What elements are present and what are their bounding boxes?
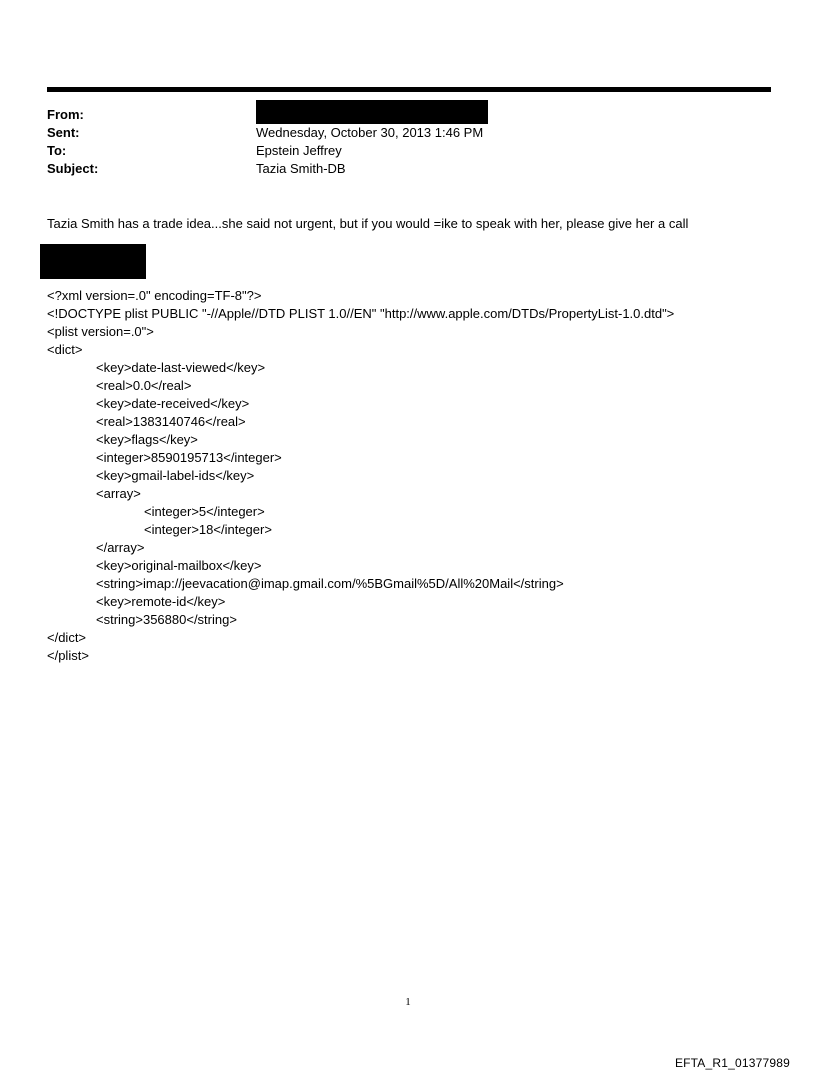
- plist-line: <string>356880</string>: [96, 612, 237, 627]
- plist-line: <?xml version=.0" encoding=TF-8"?>: [47, 288, 262, 303]
- body-redaction-block: [40, 244, 146, 279]
- to-value: Epstein Jeffrey: [256, 143, 342, 158]
- plist-line: </dict>: [47, 630, 87, 645]
- plist-line: <integer>5</integer>: [144, 504, 265, 519]
- subject-value: Tazia Smith-DB: [256, 161, 346, 176]
- plist-line: <key>original-mailbox</key>: [96, 558, 262, 573]
- plist-line: <key>gmail-label-ids</key>: [96, 468, 255, 483]
- plist-line: <plist version=.0">: [47, 324, 154, 339]
- page-number: 1: [405, 996, 411, 1008]
- plist-line: <!DOCTYPE plist PUBLIC "-//Apple//DTD PLIST 1.0//EN" "http://www.apple.com/DTDs/PropertyList-1.0.dtd">: [47, 306, 675, 321]
- plist-line: </plist>: [47, 648, 89, 663]
- plist-block: [47, 287, 674, 665]
- plist-line: <key>remote-id</key>: [96, 594, 226, 609]
- plist-line: </array>: [96, 540, 145, 555]
- from-redaction-block: [256, 100, 488, 124]
- document-id: EFTA_R1_01377989: [674, 1056, 790, 1070]
- plist-line: <real>0.0</real>: [96, 378, 192, 393]
- plist-line: <key>date-received</key>: [96, 396, 250, 411]
- plist-line: <integer>18</integer>: [144, 522, 272, 537]
- sent-value: Wednesday, October 30, 2013 1:46 PM: [256, 125, 484, 140]
- plist-line: <string>imap://jeevacation@imap.gmail.com/%5BGmail%5D/All%20Mail</string>: [96, 576, 564, 591]
- from-label: From:: [47, 107, 84, 122]
- subject-label: Subject:: [47, 161, 99, 176]
- to-label: To:: [47, 143, 67, 158]
- header-top-rule: [47, 87, 771, 92]
- message-body: Tazia Smith has a trade idea...she said not urgent, but if you would =ike to speak with her, please give her a call: [47, 216, 689, 231]
- sent-label: Sent:: [47, 125, 80, 140]
- plist-line: <key>date-last-viewed</key>: [96, 360, 266, 375]
- plist-line: <array>: [96, 486, 141, 501]
- plist-line: <real>1383140746</real>: [96, 414, 246, 429]
- subject-row: [47, 160, 771, 178]
- plist-line: <key>flags</key>: [96, 432, 198, 447]
- to-row: [47, 142, 771, 160]
- plist-line: <dict>: [47, 342, 83, 357]
- sent-row: [47, 124, 771, 142]
- plist-line: <integer>8590195713</integer>: [96, 450, 282, 465]
